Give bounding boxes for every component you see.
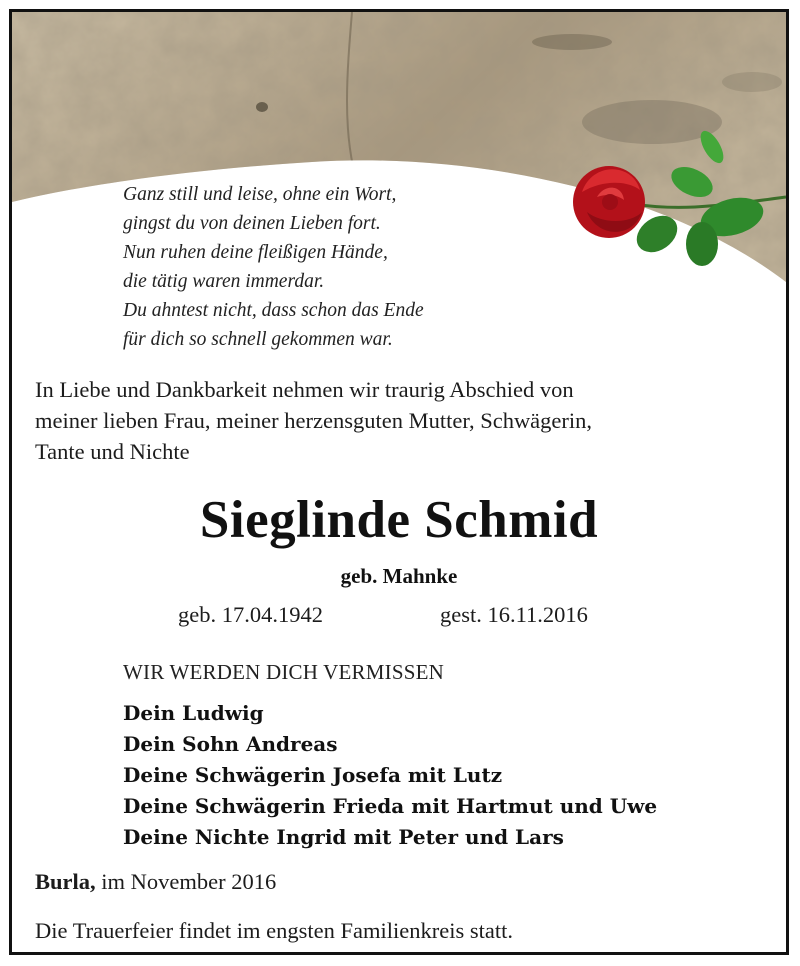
mourner: Dein Ludwig — [123, 701, 264, 725]
poem-line: für dich so schnell gekommen war. — [123, 329, 393, 350]
place-month: im November 2016 — [95, 869, 277, 894]
poem-line: gingst du von deinen Lieben fort. — [123, 213, 381, 234]
death-date: gest. 16.11.2016 — [440, 602, 588, 627]
place-date — [35, 869, 276, 895]
mourner: Deine Schwägerin Josefa mit Lutz — [123, 763, 503, 787]
poem — [123, 180, 424, 354]
intro-line: In Liebe und Dankbarkeit nehmen wir traurig Abschied von — [35, 377, 574, 402]
intro-line: meiner lieben Frau, meiner herzensguten Mutter, Schwägerin, — [35, 408, 593, 433]
funeral-note: Die Trauerfeier findet im engsten Familienkreis statt. — [35, 918, 514, 943]
obituary-frame — [9, 9, 789, 955]
poem-line: Nun ruhen deine fleißigen Hände, — [123, 242, 388, 263]
poem-line: Du ahntest nicht, dass schon das Ende — [123, 300, 424, 321]
poem-line: die tätig waren immerdar. — [123, 271, 325, 292]
poem-line: Ganz still und leise, ohne ein Wort, — [123, 184, 397, 205]
mourner: Dein Sohn Andreas — [123, 732, 338, 756]
maiden-name: geb. Mahnke — [340, 564, 458, 588]
intro-line: Tante und Nichte — [35, 439, 190, 464]
intro-text — [35, 374, 592, 467]
birth-date: geb. 17.04.1942 — [178, 602, 323, 627]
mourner: Deine Nichte Ingrid mit Peter und Lars — [123, 825, 564, 849]
mourner: Deine Schwägerin Frieda mit Hartmut und Uwe — [123, 794, 658, 818]
place-name: Burla, — [35, 869, 96, 894]
mourners-list — [123, 698, 657, 853]
deceased-name: Sieglinde Schmid — [199, 491, 599, 549]
farewell-line: WIR WERDEN DICH VERMISSEN — [123, 660, 444, 684]
